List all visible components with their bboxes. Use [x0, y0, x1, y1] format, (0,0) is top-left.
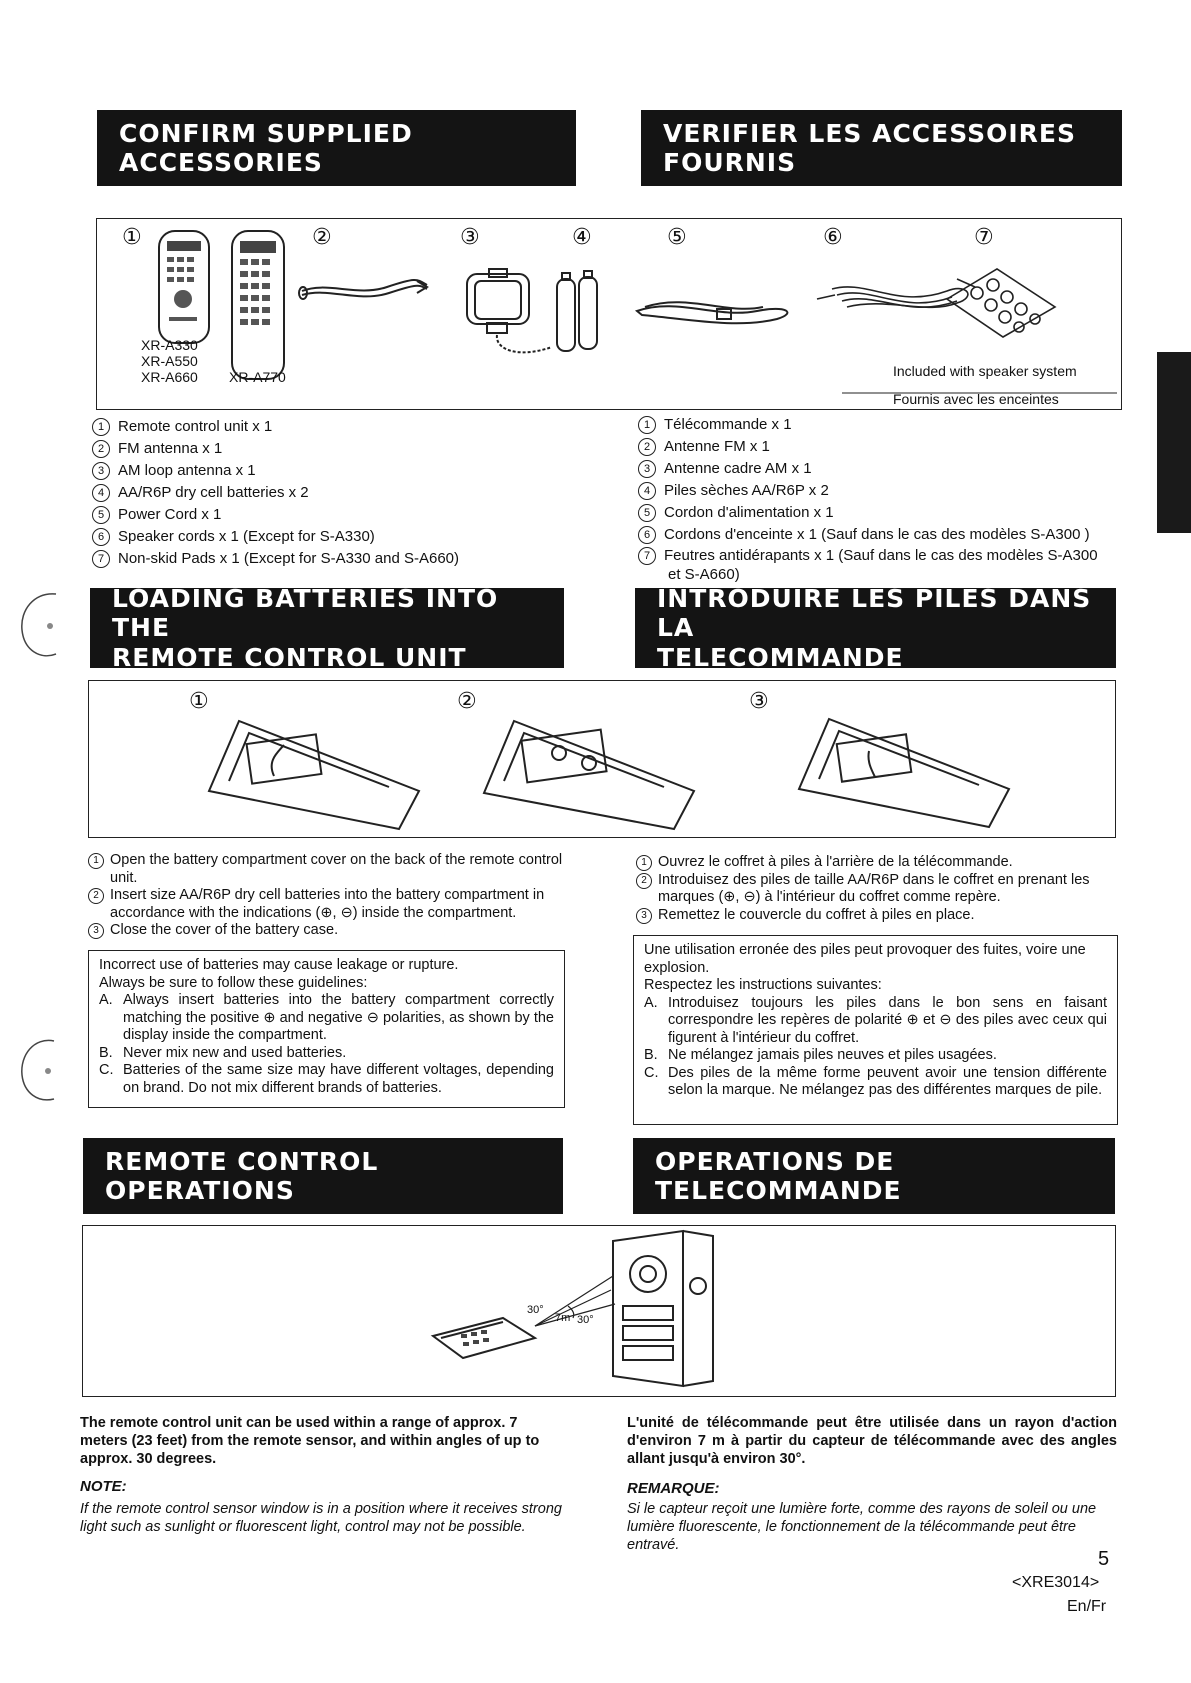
included-en-label: Included with speaker system	[893, 363, 1077, 379]
warning-intro: Respectez les instructions suivantes:	[644, 977, 882, 993]
model-label: XR-A550	[141, 353, 198, 369]
list-item: 1 Remote control unit x 1	[92, 416, 459, 438]
list-item: et S-A660)	[668, 566, 740, 583]
language-code: En/Fr	[1067, 1598, 1107, 1615]
note-text-fr: Si le capteur reçoit une lumière forte, comme des rayons de soleil ou une lumière fluorescente, le fonctionnement de la télécommande peut être entravé.	[627, 1501, 1097, 1553]
speaker-cord-icon	[817, 279, 975, 307]
remote-back-icon	[484, 721, 694, 829]
figure-number: ②	[457, 689, 477, 714]
list-item: 4 Piles sèches AA/R6P x 2	[638, 480, 1098, 502]
model-label: XR-A770	[229, 369, 286, 385]
list-item: 2 Introduisez des piles de taille AA/R6P dans le coffret en prenant les marques (⊕, ⊖) à l'intérieur du coffret comme repère.	[636, 872, 1121, 907]
model-label: XR-A330	[141, 337, 198, 353]
note-title-fr: REMARQUE:	[627, 1480, 720, 1497]
page-number: 5	[1098, 1548, 1110, 1570]
figure-number: ③	[749, 689, 769, 714]
list-item: C. Des piles de la même forme peuvent avoir une tension différente selon la marque. Ne mélangez pas des différentes marques de pile.	[644, 1064, 1107, 1098]
accessories-list-en	[92, 416, 459, 570]
list-item: C. Batteries of the same size may have different voltages, depending on brand. Do not mix different brands of batteries.	[99, 1062, 554, 1096]
warning-intro: Incorrect use of batteries may cause leakage or rupture.	[99, 957, 459, 973]
warning-intro: Always be sure to follow these guidelines:	[99, 974, 368, 991]
section-title-line: TELECOMMANDE	[657, 642, 904, 672]
note-title-en: NOTE:	[80, 1478, 127, 1495]
list-item: 3 AM loop antenna x 1	[92, 460, 459, 482]
remote-control-icon	[433, 1318, 535, 1358]
list-item: 2 Insert size AA/R6P dry cell batteries into the battery compartment in accordance with the indications (⊕, ⊖) inside the compartment.	[88, 887, 568, 922]
figure-number: ①	[122, 225, 142, 250]
battery-steps-fr	[636, 854, 1121, 924]
list-item: 1 Open the battery compartment cover on the back of the remote control unit.	[88, 852, 568, 887]
binder-hole-icon	[14, 1035, 74, 1115]
list-item: 7 Feutres antidérapants x 1 (Sauf dans le cas des modèles S-A300	[638, 546, 1098, 566]
document-code: <XRE3014>	[1012, 1574, 1100, 1591]
model-label: XR-A660	[141, 369, 198, 385]
range-text-en: The remote control unit can be used within a range of approx. 7 meters (23 feet) from the remote sensor, and within angles of up to approx. 30 degrees.	[80, 1415, 540, 1467]
remote-range-illustration	[83, 1226, 1114, 1396]
list-item: B. Never mix new and used batteries.	[99, 1044, 347, 1061]
remote-back-icon	[209, 721, 419, 829]
warning-intro: Une utilisation erronée des piles peut provoquer des fuites, voire une explosion.	[644, 942, 1086, 976]
figure-number: ②	[312, 225, 332, 250]
figure-number: ①	[189, 689, 209, 714]
section-title-line: LOADING BATTERIES INTO THE	[112, 583, 499, 643]
distance-label: 7m	[555, 1312, 571, 1324]
power-cord-icon	[637, 302, 787, 323]
battery-figure	[88, 680, 1116, 838]
section-banner-batteries-en	[90, 583, 564, 672]
section-title: CONFIRM SUPPLIED ACCESSORIES	[119, 118, 413, 177]
section-banner-accessories-fr	[641, 110, 1122, 186]
battery-steps-en	[88, 852, 568, 940]
stereo-system-icon	[613, 1231, 713, 1386]
remote-back-icon	[799, 719, 1009, 827]
figure-number: ⑦	[974, 225, 994, 250]
section-title: OPERATIONS DE TELECOMMANDE	[655, 1146, 902, 1205]
operations-figure	[82, 1225, 1116, 1397]
non-skid-pads-icon	[947, 269, 1055, 337]
section-banner-operations-fr	[633, 1138, 1115, 1214]
list-item: 5 Cordon d'alimentation x 1	[638, 502, 1098, 524]
list-item: 3 Remettez le couvercle du coffret à piles en place.	[636, 907, 1121, 925]
battery-warning-en	[88, 950, 565, 1108]
section-title: REMOTE CONTROL OPERATIONS	[105, 1146, 379, 1205]
list-item: 4 AA/R6P dry cell batteries x 2	[92, 482, 459, 504]
figure-number: ④	[572, 225, 592, 250]
list-item: A. Always insert batteries into the battery compartment correctly matching the positive ⊕ and negative ⊖ polarities, as shown by the display inside the compartment.	[99, 992, 554, 1043]
battery-illustration	[89, 681, 1114, 836]
section-banner-accessories-en	[97, 110, 576, 186]
list-item: 3 Antenne cadre AM x 1	[638, 458, 1098, 480]
edge-tab	[1157, 352, 1191, 459]
included-fr-label: Fournis avec les enceintes	[893, 391, 1059, 407]
am-loop-antenna-icon	[467, 269, 552, 352]
list-item: A. Introduisez toujours les piles dans le bon sens en faisant correspondre les repères de polarité ⊕ et ⊖ des piles avec ceux qui figurent à l'intérieur du coffret.	[644, 994, 1107, 1046]
remote-control-icon	[159, 231, 209, 343]
list-item: 6 Speaker cords x 1 (Except for S-A330)	[92, 526, 459, 548]
accessories-list-fr	[638, 414, 1098, 584]
section-title-line: INTRODUIRE LES PILES DANS LA	[657, 583, 1092, 643]
figure-number: ⑤	[667, 225, 687, 250]
battery-warning-fr	[633, 935, 1118, 1125]
angle-label: 30°	[527, 1304, 544, 1316]
list-item: 2 Antenne FM x 1	[638, 436, 1098, 458]
list-item: B. Ne mélangez jamais piles neuves et piles usagées.	[644, 1047, 997, 1063]
section-title-line: REMOTE CONTROL UNIT	[112, 642, 467, 672]
list-item: 3 Close the cover of the battery case.	[88, 922, 568, 940]
range-text-fr: L'unité de télécommande peut être utilisée dans un rayon d'action d'environ 7 m à partir du capteur de télécommande avec des angles allant jusqu'à environ 30°.	[627, 1415, 1117, 1467]
edge-tab	[1157, 455, 1191, 533]
list-item: 7 Non-skid Pads x 1 (Except for S-A330 and S-A660)	[92, 548, 459, 570]
remote-control-icon	[232, 231, 284, 379]
figure-number: ⑥	[823, 225, 843, 250]
list-item: 2 FM antenna x 1	[92, 438, 459, 460]
accessories-figure	[96, 218, 1122, 410]
binder-hole-icon	[14, 590, 74, 670]
angle-label: 30°	[577, 1314, 594, 1326]
figure-number: ③	[460, 225, 480, 250]
list-item: 5 Power Cord x 1	[92, 504, 459, 526]
battery-icon	[557, 271, 597, 351]
list-item: 6 Cordons d'enceinte x 1 (Sauf dans le cas des modèles S-A300 )	[638, 524, 1098, 546]
section-title: VERIFIER LES ACCESSOIRES FOURNIS	[663, 118, 1077, 177]
range-lines	[535, 1276, 615, 1326]
section-banner-batteries-fr	[635, 583, 1116, 672]
section-banner-operations-en	[83, 1138, 563, 1214]
note-text-en: If the remote control sensor window is in a position where it receives strong light such as sunlight or fluorescent light, control may not be possible.	[80, 1501, 562, 1535]
list-item: 1 Télécommande x 1	[638, 414, 1098, 436]
list-item: 1 Ouvrez le coffret à piles à l'arrière de la télécommande.	[636, 854, 1121, 872]
fm-antenna-icon	[299, 280, 427, 299]
